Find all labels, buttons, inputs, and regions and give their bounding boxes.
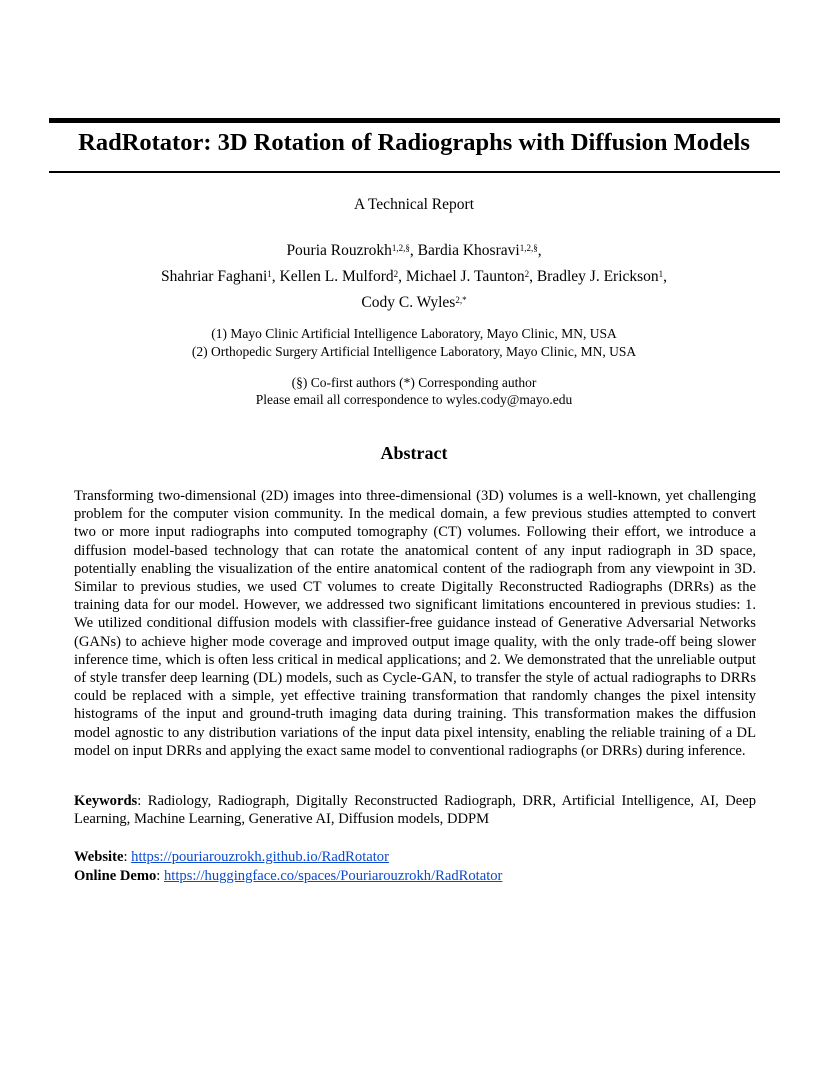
title-bottom-rule	[49, 171, 780, 173]
abstract-heading: Abstract	[380, 443, 448, 463]
paper-title: RadRotator: 3D Rotation of Radiographs with Diffusion Models	[78, 129, 750, 156]
author-affiliation-marker: 1	[267, 269, 272, 279]
affiliations	[0, 325, 828, 361]
author-name: Cody C. Wyles	[361, 294, 456, 311]
author-affiliation-marker: 2	[393, 269, 399, 279]
author-list	[0, 238, 828, 316]
author-name: Bardia Khosravi	[417, 242, 520, 259]
author-affiliation-marker: 2	[524, 269, 530, 279]
correspondence-notes	[0, 375, 828, 408]
abstract-text: Transforming two-dimensional (2D) images into three-dimensional (3D) volumes is a well-known, yet challenging problem for the computer vision community. In the medical domain, a few previous studies attempted to convert two or more input radiographs into computed tomography (CT) volumes. Following their effort, we introduce a diffusion model-based technology that can rotate the anatomical content of any input radiograph in 3D space, potentially enabling the visualization of the entire anatomical content of the radiograph from any viewpoint in 3D. Similar to previous studies, we used CT volumes to create Digitally Reconstructed Radiographs (DRRs) as the training data for our model. However, we addressed two significant limitations encountered in previous studies: 1. We utilized conditional diffusion models with classifier-free guidance instead of Generative Adversarial Networks (GANs) to achieve higher mode coverage and improved output image quality, with the only trade-off being slower inference time, which is often less critical in medical applications; and 2. We demonstrated that the unreliable output of style transfer deep learning (DL) models, such as Cycle-GAN, to transfer the style of actual radiographs to DRRs could be replaced with a simple, yet effective training transformation that randomly changes the pixel intensity histograms of the input and ground-truth imaging data during training. This transformation makes the diffusion model agnostic to any distribution variations of the input data pixel intensity, enabling the reliable training of a DL model on input DRRs and applying the exact same model to conventional radiographs (or DRRs) during inference.	[74, 488, 756, 759]
author-name: Michael J. Taunton	[405, 268, 525, 285]
affiliation-line: (2) Orthopedic Surgery Artificial Intelligence Laboratory, Mayo Clinic, MN, USA	[191, 344, 637, 359]
author-separator: ,	[398, 268, 406, 285]
affiliation-line: (1) Mayo Clinic Artificial Intelligence Laboratory, Mayo Clinic, MN, USA	[211, 326, 617, 341]
coauthor-note: (§) Co-first authors (*) Corresponding author	[291, 375, 537, 390]
author-name: Shahriar Faghani	[160, 268, 268, 285]
keywords-paragraph	[74, 792, 756, 828]
links-section	[74, 848, 756, 885]
author-name: Bradley J. Erickson	[536, 268, 659, 285]
author-affiliation-marker: 2,*	[455, 295, 467, 305]
website-label: Website	[74, 849, 124, 865]
report-subtitle: A Technical Report	[353, 196, 474, 213]
author-affiliation-marker: 1	[658, 269, 664, 279]
author-name: Pouria Rouzrokh	[286, 242, 392, 259]
author-separator: ,	[529, 268, 537, 285]
author-name: Kellen L. Mulford	[279, 268, 394, 285]
author-separator: ,	[409, 242, 418, 259]
author-affiliation-marker: 1,2,§	[391, 243, 410, 253]
demo-label: Online Demo	[74, 867, 157, 884]
author-affiliation-marker: 1,2,§	[519, 243, 538, 253]
author-separator: ,	[663, 268, 668, 285]
demo-line: Online Demo: https://huggingface.co/spaces/Pouriarouzrokh/RadRotator	[74, 867, 503, 884]
author-separator: ,	[271, 268, 280, 285]
author-line-3	[0, 290, 828, 316]
author-separator: ,	[537, 242, 542, 259]
keywords-label: Keywords	[74, 793, 138, 809]
website-line: Website: https://pouriarouzrokh.github.io/RadRotator	[74, 849, 389, 865]
email-note: Please email all correspondence to wyles.cody@mayo.edu	[255, 391, 573, 407]
title-top-rule	[49, 118, 780, 123]
website-link[interactable]: https://pouriarouzrokh.github.io/RadRotator	[131, 849, 389, 865]
author-line-2	[0, 264, 828, 290]
author-line-1	[0, 238, 828, 264]
demo-link[interactable]: https://huggingface.co/spaces/Pouriarouzrokh/RadRotator	[164, 867, 503, 884]
keywords-text: : Radiology, Radiograph, Digitally Reconstructed Radiograph, DRR, Artificial Intelligence, AI, Deep Learning, Machine Learning, Generative AI, Diffusion models, DDPM	[74, 793, 756, 828]
